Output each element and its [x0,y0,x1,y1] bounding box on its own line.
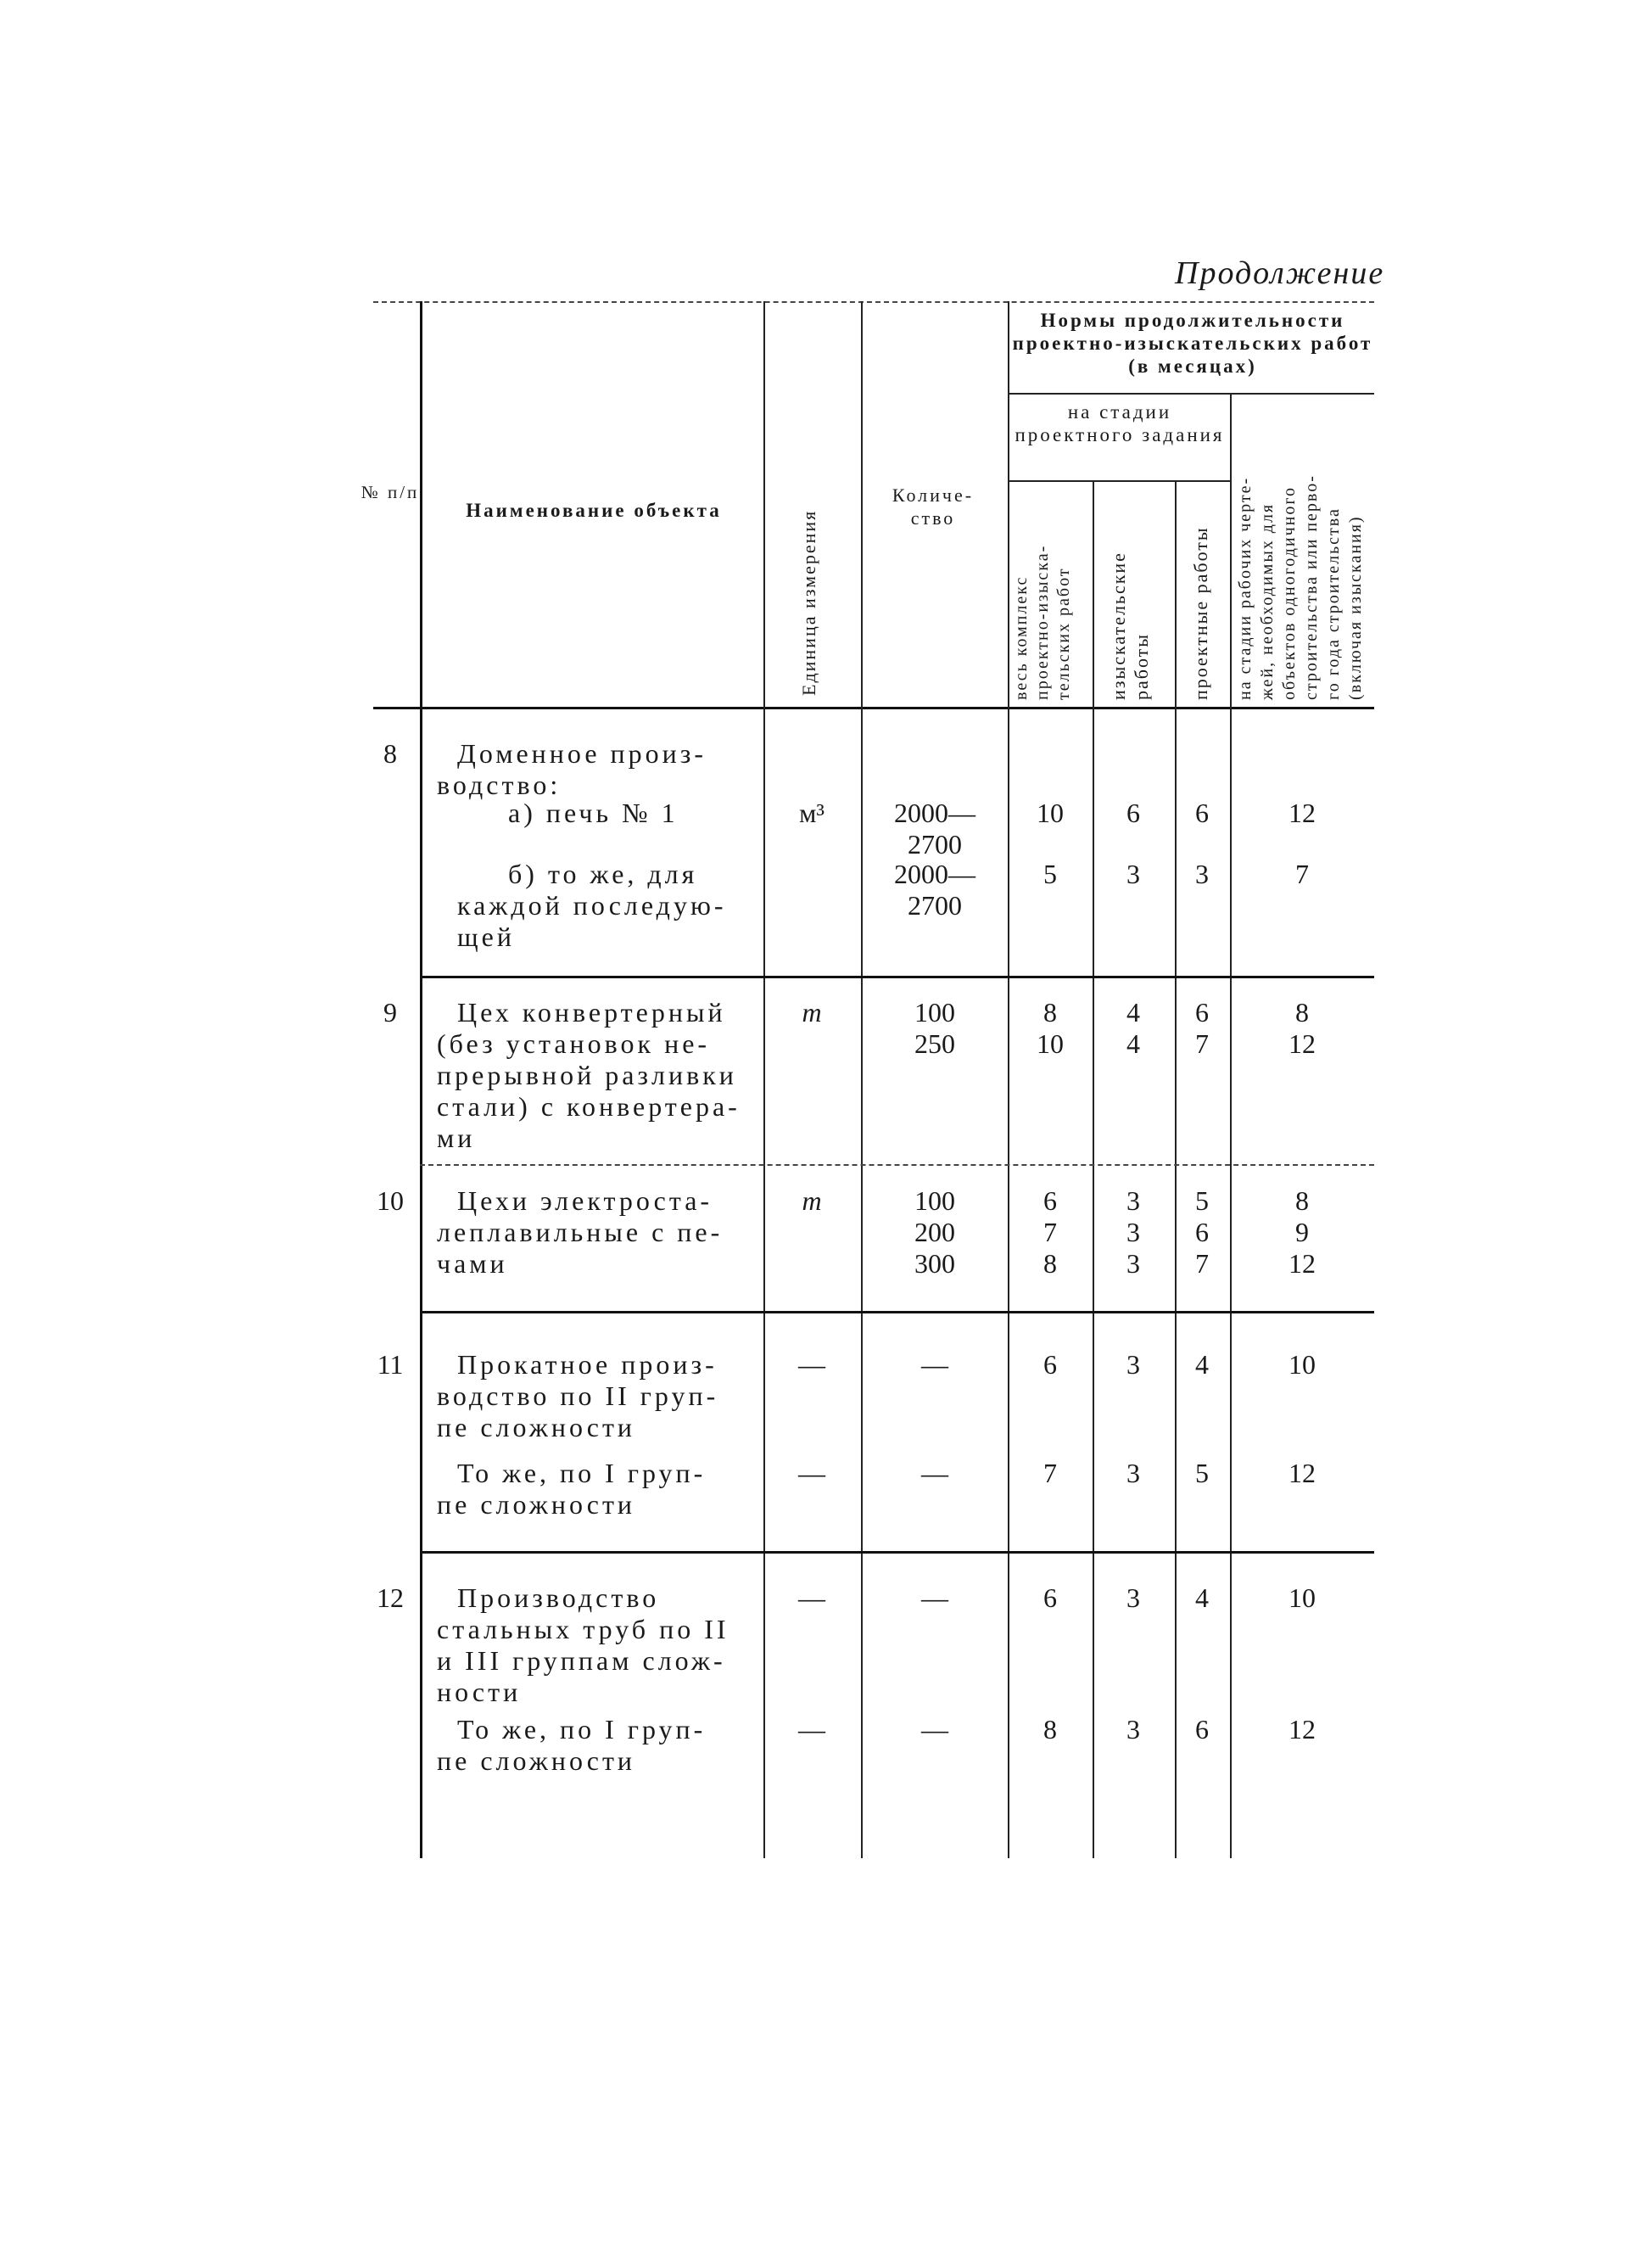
row-number: 9 [383,997,397,1028]
quantity-value: — [921,1714,948,1744]
all-works-value: 7 [1043,1458,1057,1488]
quantity-value: 100 250 [914,997,955,1059]
quantity-value: — [921,1458,948,1488]
unit-value: т [802,1185,822,1216]
header-sub-survey: изыскательские работы [1108,552,1152,700]
col-rule-all [1093,480,1094,1858]
working-value: 10 [1288,1582,1316,1613]
col-rule-design [1230,393,1232,1858]
stage-group-rule [1008,480,1230,482]
header-num: № п/п [361,482,420,502]
header-sub-design: проектные работы [1190,526,1211,700]
row-separator-8 [420,976,1374,978]
all-works-value: 6 [1043,1582,1057,1613]
object-name: Производство стальных труб по II и III группам слож- ности [437,1582,729,1707]
working-value: 12 [1288,798,1316,828]
design-value: 5 [1195,1458,1209,1488]
working-value: 12 [1288,1714,1316,1744]
header-sub-working: на стадии рабочих черте- жей, необходимых для объектов одногодичного строительства или перво- го года строительства (включая изыскания) [1236,474,1365,700]
row-separator-10 [420,1311,1374,1313]
col-rule-num [420,301,422,1858]
col-rule-qty [1008,301,1009,1858]
table-top-rule [373,301,1374,303]
survey-value: 3 [1126,1714,1140,1744]
quantity-value: 2000— 2700 [894,859,975,921]
all-works-value: 10 [1037,798,1064,828]
row-number: 12 [377,1582,404,1613]
design-value: 4 [1195,1582,1209,1613]
unit-value: — [798,1458,825,1488]
header-qty: Количе- ство [892,484,975,529]
unit-value: т [802,997,822,1028]
row-separator-9 [420,1164,1374,1166]
quantity-value: — [921,1349,948,1380]
survey-value: 4 4 [1126,997,1140,1059]
object-name: а) печь № 1 [437,798,679,828]
row-number: 8 [383,738,397,769]
design-value: 5 6 7 [1195,1185,1209,1279]
unit-value: — [798,1714,825,1744]
object-name: б) то же, для каждой последую- щей [457,859,727,952]
survey-value: 3 [1126,859,1140,889]
header-sub-all: весь комплекс проектно-изыска- тельских работ [1012,544,1073,700]
survey-value: 3 [1126,1458,1140,1488]
unit-value: — [798,1582,825,1613]
working-value: 12 [1288,1458,1316,1488]
survey-value: 3 3 3 [1126,1185,1140,1279]
row-number: 10 [377,1185,404,1216]
quantity-value: — [921,1582,948,1613]
object-name: То же, по I груп- пе сложности [437,1714,707,1776]
header-stage-group: на стадии проектного задания [1015,401,1225,445]
design-value: 3 [1195,859,1209,889]
all-works-value: 8 10 [1037,997,1064,1059]
col-rule-name [763,301,765,1858]
working-value: 8 9 12 [1288,1185,1316,1279]
working-value: 7 [1295,859,1309,889]
working-value: 10 [1288,1349,1316,1380]
design-value: 6 7 [1195,997,1209,1059]
object-name: То же, по I груп- пе сложности [437,1458,707,1520]
object-name: Цехи электроста- леплавильные с пе- чами [437,1185,724,1279]
survey-value: 6 [1126,798,1140,828]
design-value: 6 [1195,798,1209,828]
all-works-value: 6 [1043,1349,1057,1380]
continuation-caption: Продолжение [1175,255,1385,291]
col-rule-unit [861,301,863,1858]
header-bottom-rule [373,707,1374,709]
design-value: 6 [1195,1714,1209,1744]
quantity-value: 100 200 300 [914,1185,955,1279]
unit-value: м³ [799,798,824,828]
norms-group-rule [1008,393,1374,395]
survey-value: 3 [1126,1349,1140,1380]
all-works-value: 8 [1043,1714,1057,1744]
design-value: 4 [1195,1349,1209,1380]
col-rule-survey [1175,480,1177,1858]
row-number: 11 [377,1349,404,1380]
working-value: 8 12 [1288,997,1316,1059]
survey-value: 3 [1126,1582,1140,1613]
object-name: Прокатное произ- водство по II груп- пе сложности [437,1349,719,1442]
object-name: Доменное произ- водство: [437,738,707,800]
object-name: Цех конвертерный (без установок не- прерывной разливки стали) с конвертера- ми [437,997,741,1153]
header-unit: Единица измерения [798,509,819,696]
header-name: Наименование объекта [466,500,722,521]
quantity-value: 2000— 2700 [894,798,975,860]
header-norms-group: Нормы продолжительности проектно-изыскательских работ (в месяцах) [1012,310,1373,377]
row-separator-11 [420,1551,1374,1554]
unit-value: — [798,1349,825,1380]
all-works-value: 5 [1043,859,1057,889]
all-works-value: 6 7 8 [1043,1185,1057,1279]
